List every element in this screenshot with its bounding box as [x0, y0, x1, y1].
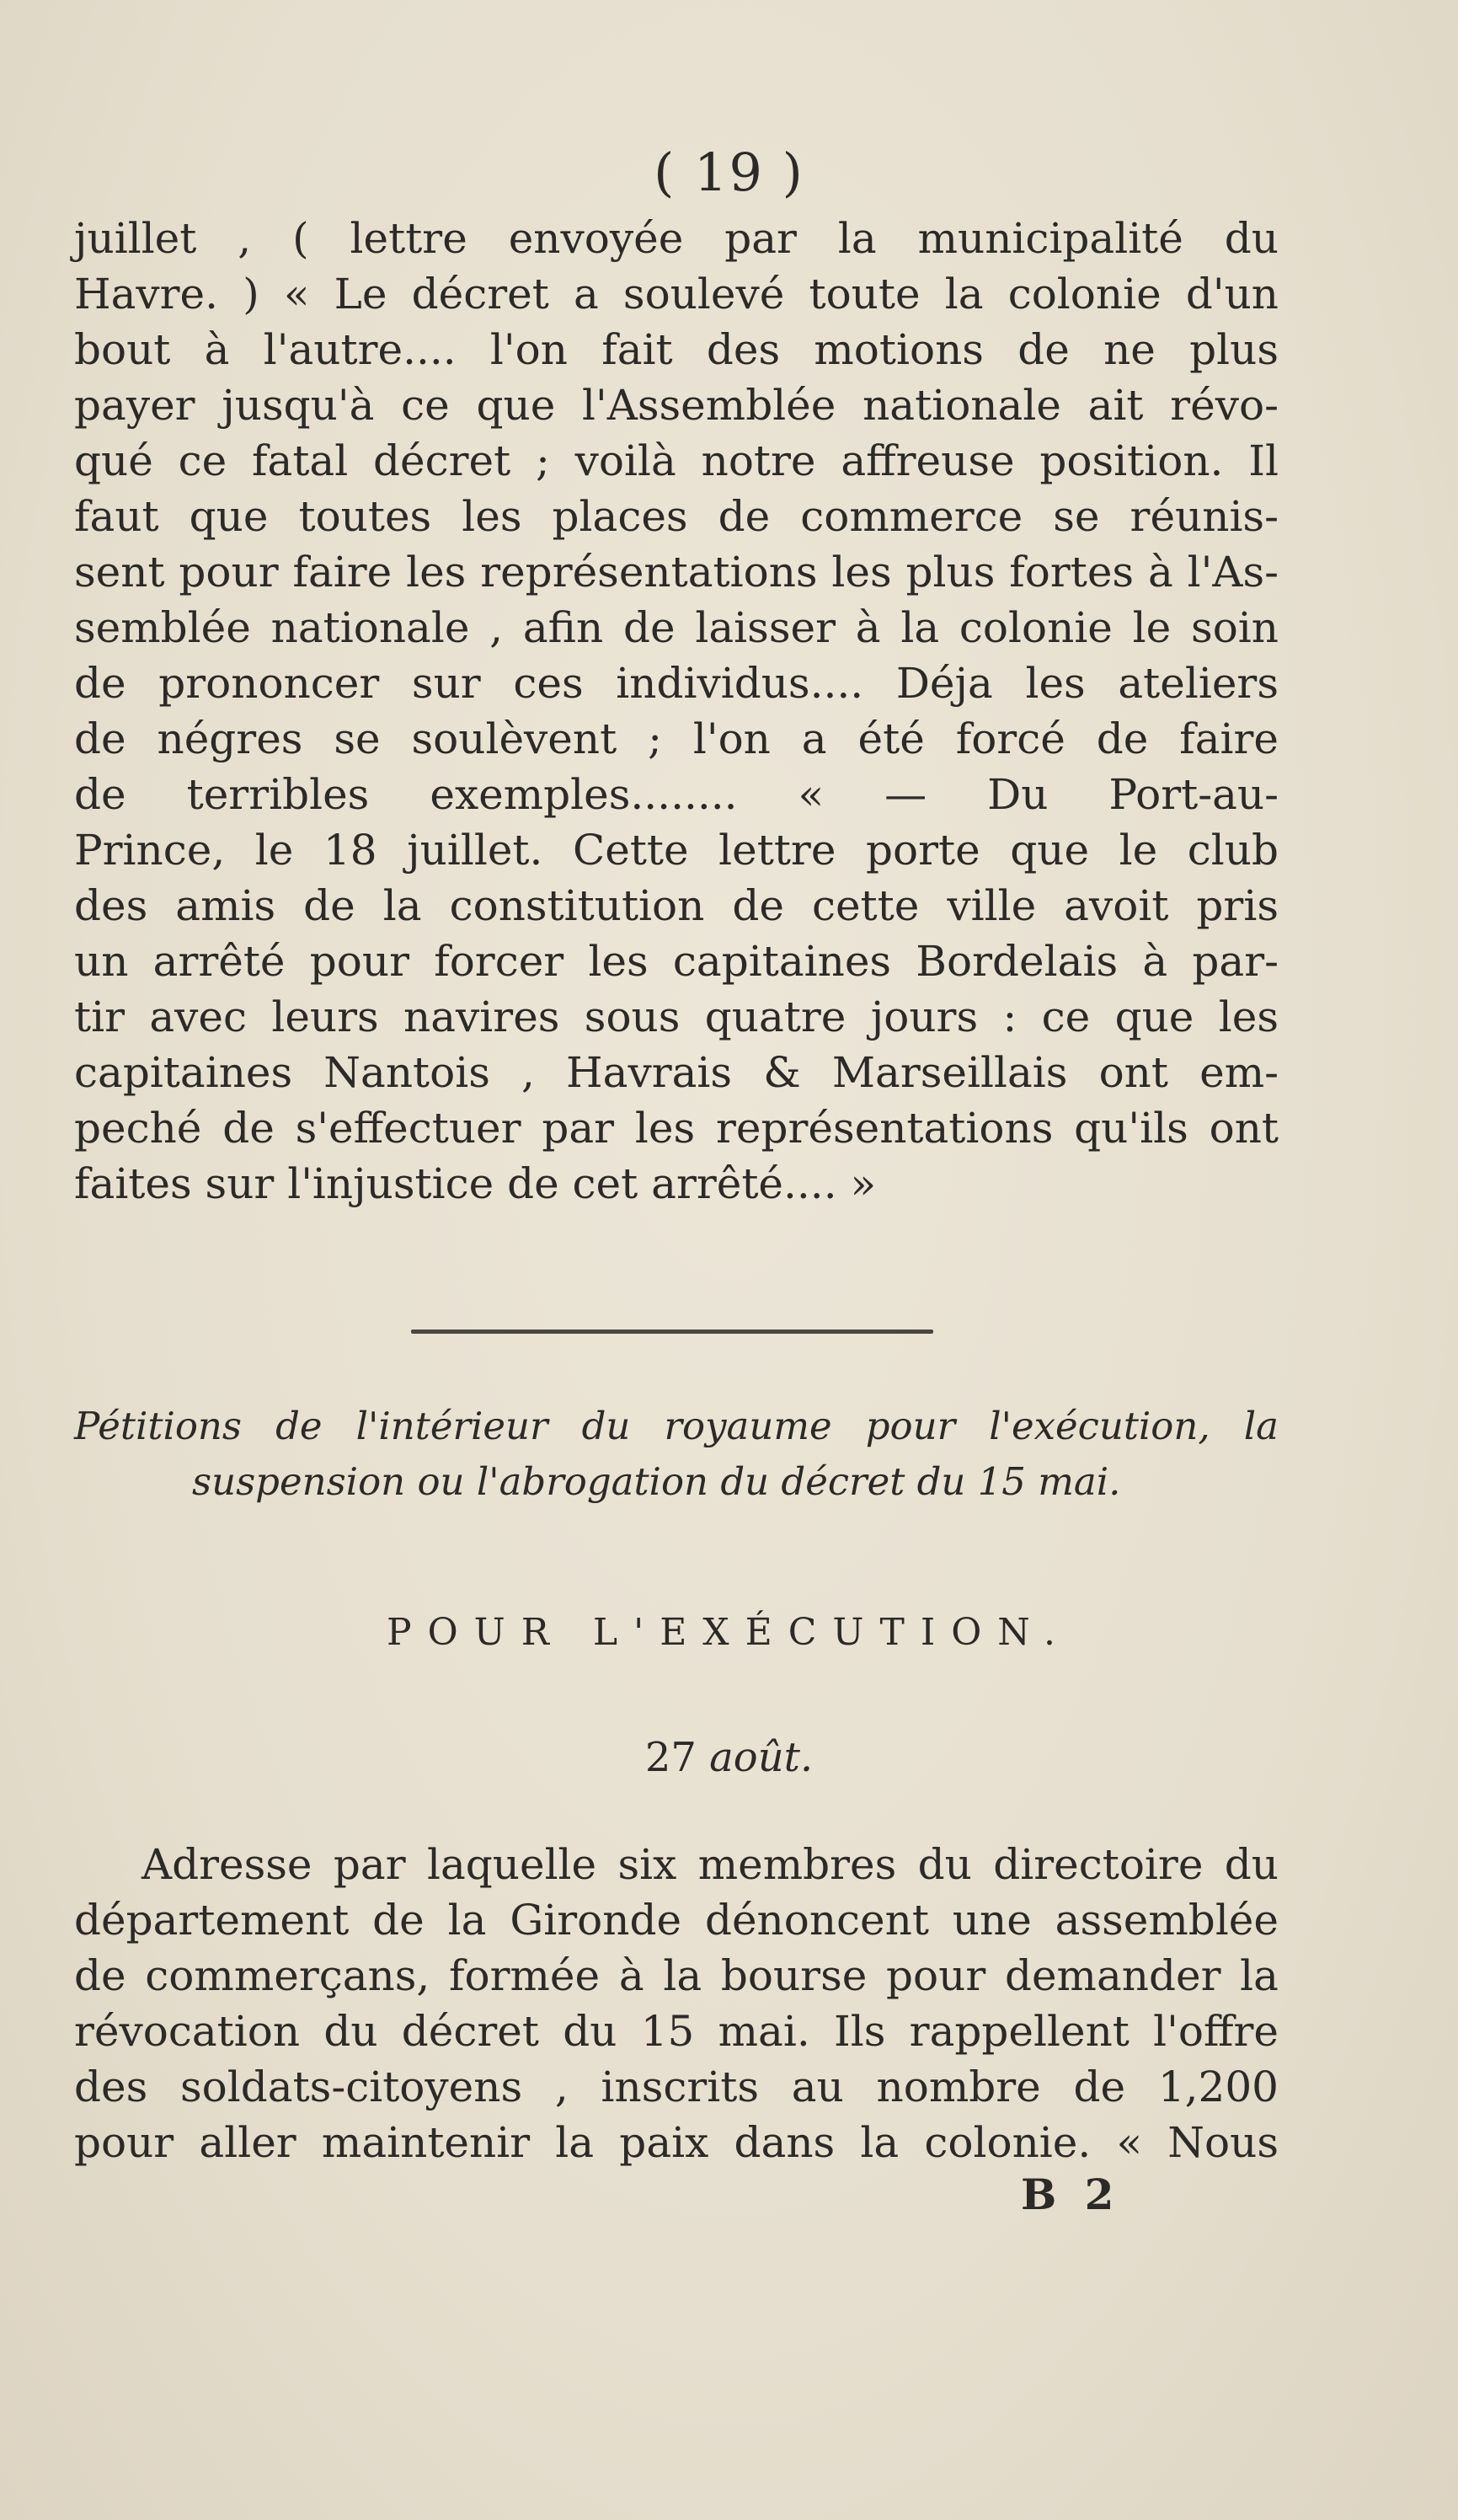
- text-line: des amis de la constitution de cette ville avoit pris: [74, 881, 1279, 930]
- text-line: Adresse par laquelle six membres du directoire du: [142, 1840, 1279, 1889]
- text-line: faut que toutes les places de commerce se réunis-: [74, 492, 1279, 541]
- page-number: ( 19 ): [654, 142, 804, 203]
- heading-line: suspension ou l'abrogation du décret du 15 mai.: [192, 1459, 1121, 1504]
- section-title: POUR L'EXÉCUTION.: [387, 1611, 1071, 1654]
- text-line: bout à l'autre.... l'on fait des motions de ne plus: [74, 325, 1279, 374]
- text-line: des soldats-citoyens , inscrits au nombre de 1,200: [74, 2063, 1279, 2111]
- text-line: Havre. ) « Le décret a soulevé toute la colonie d'un: [74, 270, 1279, 318]
- text-line: juillet , ( lettre envoyée par la municipalité du: [74, 214, 1279, 263]
- text-line: département de la Gironde dénoncent une assemblée: [74, 1896, 1279, 1945]
- text-line: Prince, le 18 juillet. Cette lettre porte que le club: [74, 826, 1279, 875]
- text-line: peché de s'effectuer par les représentations qu'ils ont: [74, 1104, 1279, 1153]
- text-line: payer jusqu'à ce que l'Assemblée nationale ait révo-: [74, 381, 1279, 430]
- text-line: faites sur l'injustice de cet arrêté.... »: [74, 1159, 877, 1208]
- signature-mark: B 2: [1021, 2170, 1121, 2219]
- petitions-heading: [74, 1399, 1279, 1510]
- entry-date: [0, 1734, 1458, 1781]
- bottom-paragraph: [74, 1837, 1279, 2170]
- text-line: de terribles exemples........ « — Du Port-au-: [74, 770, 1279, 819]
- text-line: de prononcer sur ces individus.... Déja les ateliers: [74, 659, 1279, 708]
- text-line: révocation du décret du 15 mai. Ils rappellent l'offre: [74, 2007, 1279, 2056]
- text-line: de commerçans, formée à la bourse pour demander la: [74, 1951, 1279, 2000]
- text-line: capitaines Nantois , Havrais & Marseillais ont em-: [74, 1048, 1279, 1097]
- heading-line: Pétitions de l'intérieur du royaume pour l'exécution, la: [74, 1404, 1279, 1448]
- text-line: de négres se soulèvent ; l'on a été forcé de faire: [74, 714, 1279, 763]
- section-divider: [411, 1330, 933, 1334]
- text-line: qué ce fatal décret ; voilà notre affreuse position. Il: [74, 436, 1279, 485]
- text-line: semblée nationale , afin de laisser à la colonie le soin: [74, 603, 1279, 652]
- text-line: tir avec leurs navires sous quatre jours : ce que les: [74, 992, 1279, 1041]
- top-paragraph: [74, 211, 1279, 1212]
- text-line: un arrêté pour forcer les capitaines Bordelais à par-: [74, 937, 1279, 986]
- text-line: pour aller maintenir la paix dans la colonie. « Nous: [74, 2118, 1279, 2167]
- date-day: 27: [644, 1734, 697, 1781]
- text-line: sent pour faire les représentations les plus fortes à l'As-: [74, 548, 1279, 597]
- date-month: août.: [709, 1734, 814, 1781]
